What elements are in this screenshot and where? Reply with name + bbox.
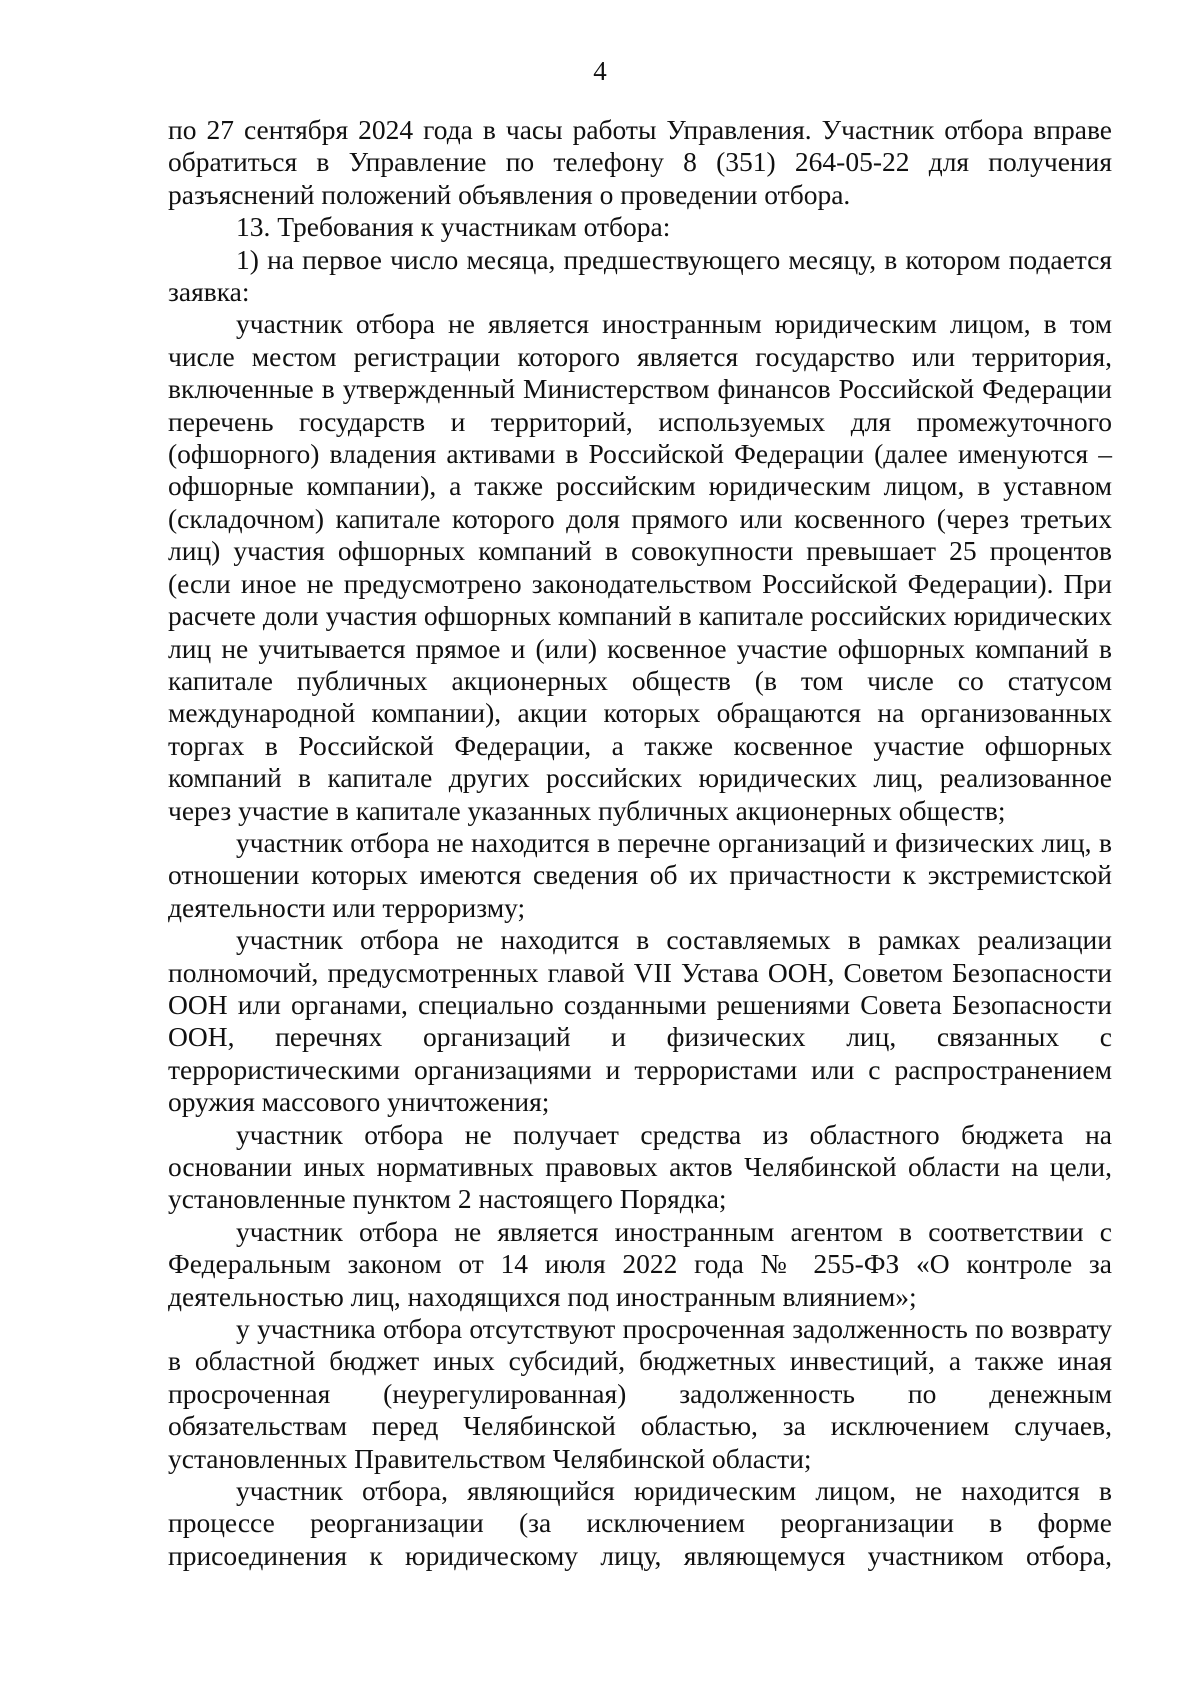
paragraph-extremism: участник отбора не находится в перечне организаций и физических лиц, в отношении которых имеются сведения об их причастности к экстремистской деятельности или терроризму; — [168, 826, 1112, 923]
paragraph-foreign-agent: участник отбора не является иностранным агентом в соответствии с Федеральным законом от 14 июля 2022 года № 255-ФЗ «О контроле за деятельностью лиц, находящихся под иностранным влиянием»; — [168, 1215, 1112, 1312]
paragraph-item-1: 1) на первое число месяца, предшествующего месяцу, в котором подается заявка: — [168, 243, 1112, 308]
page-number: 4 — [593, 56, 607, 86]
paragraph-budget-funds: участник отбора не получает средства из областного бюджета на основании иных нормативных правовых актов Челябинской области на цели, установленные пунктом 2 настоящего Порядка; — [168, 1118, 1112, 1215]
document-body — [168, 114, 1112, 1572]
paragraph-debt: у участника отбора отсутствуют просроченная задолженность по возврату в областной бюджет иных субсидий, бюджетных инвестиций, а также иная просроченная (неурегулированная) задолженность по денежным обязательствам перед Челябинской областью, за исключением случаев, установленных Правительством Челябинской области; — [168, 1313, 1112, 1474]
paragraph-offshore: участник отбора не является иностранным юридическим лицом, в том числе местом регистрации которого является государство или территория, включенные в утвержденный Министерством финансов Российской Федерации перечень государств и территорий, используемых для промежуточного (офшорного) владения активами в Российской Федерации (далее именуются – офшорные компании), а также российским юридическим лицом, в уставном (складочном) капитале которого доля прямого или косвенного (через третьих лиц) участия офшорных компаний в совокупности превышает 25 процентов (если иное не предусмотрено законодательством Российской Федерации). При расчете доли участия офшорных компаний в капитале российских юридических лиц не учитывается прямое и (или) косвенное участие офшорных компаний в капитале публичных акционерных обществ (в том числе со статусом международной компании), акции которых обращаются на организованных торгах в Российской Федерации, а также косвенное участие офшорных компаний в капитале других российских юридических лиц, реализованное через участие в капитале указанных публичных акционерных обществ; — [168, 308, 1112, 826]
paragraph-continuation: по 27 сентября 2024 года в часы работы Управления. Участник отбора вправе обратиться в Управление по телефону 8 (351) 264-05-22 для получения разъяснений положений объявления о проведении отбора. — [168, 114, 1112, 210]
paragraph-un-lists: участник отбора не находится в составляемых в рамках реализации полномочий, предусмотренных главой VII Устава ООН, Советом Безопасности ООН или органами, специально созданными решениями Совета Безопасности ООН, перечнях организаций и физических лиц, связанных с террористическими организациями и террористами или с распространением оружия массового уничтожения; — [168, 924, 1112, 1118]
paragraph-reorganization: участник отбора, являющийся юридическим лицом, не находится в процессе реорганизации (за исключением реорганизации в форме присоединения к юридическому лицу, являющемуся участником отбора, — [168, 1475, 1112, 1571]
paragraph-requirements-heading: 13. Требования к участникам отбора: — [236, 211, 671, 243]
